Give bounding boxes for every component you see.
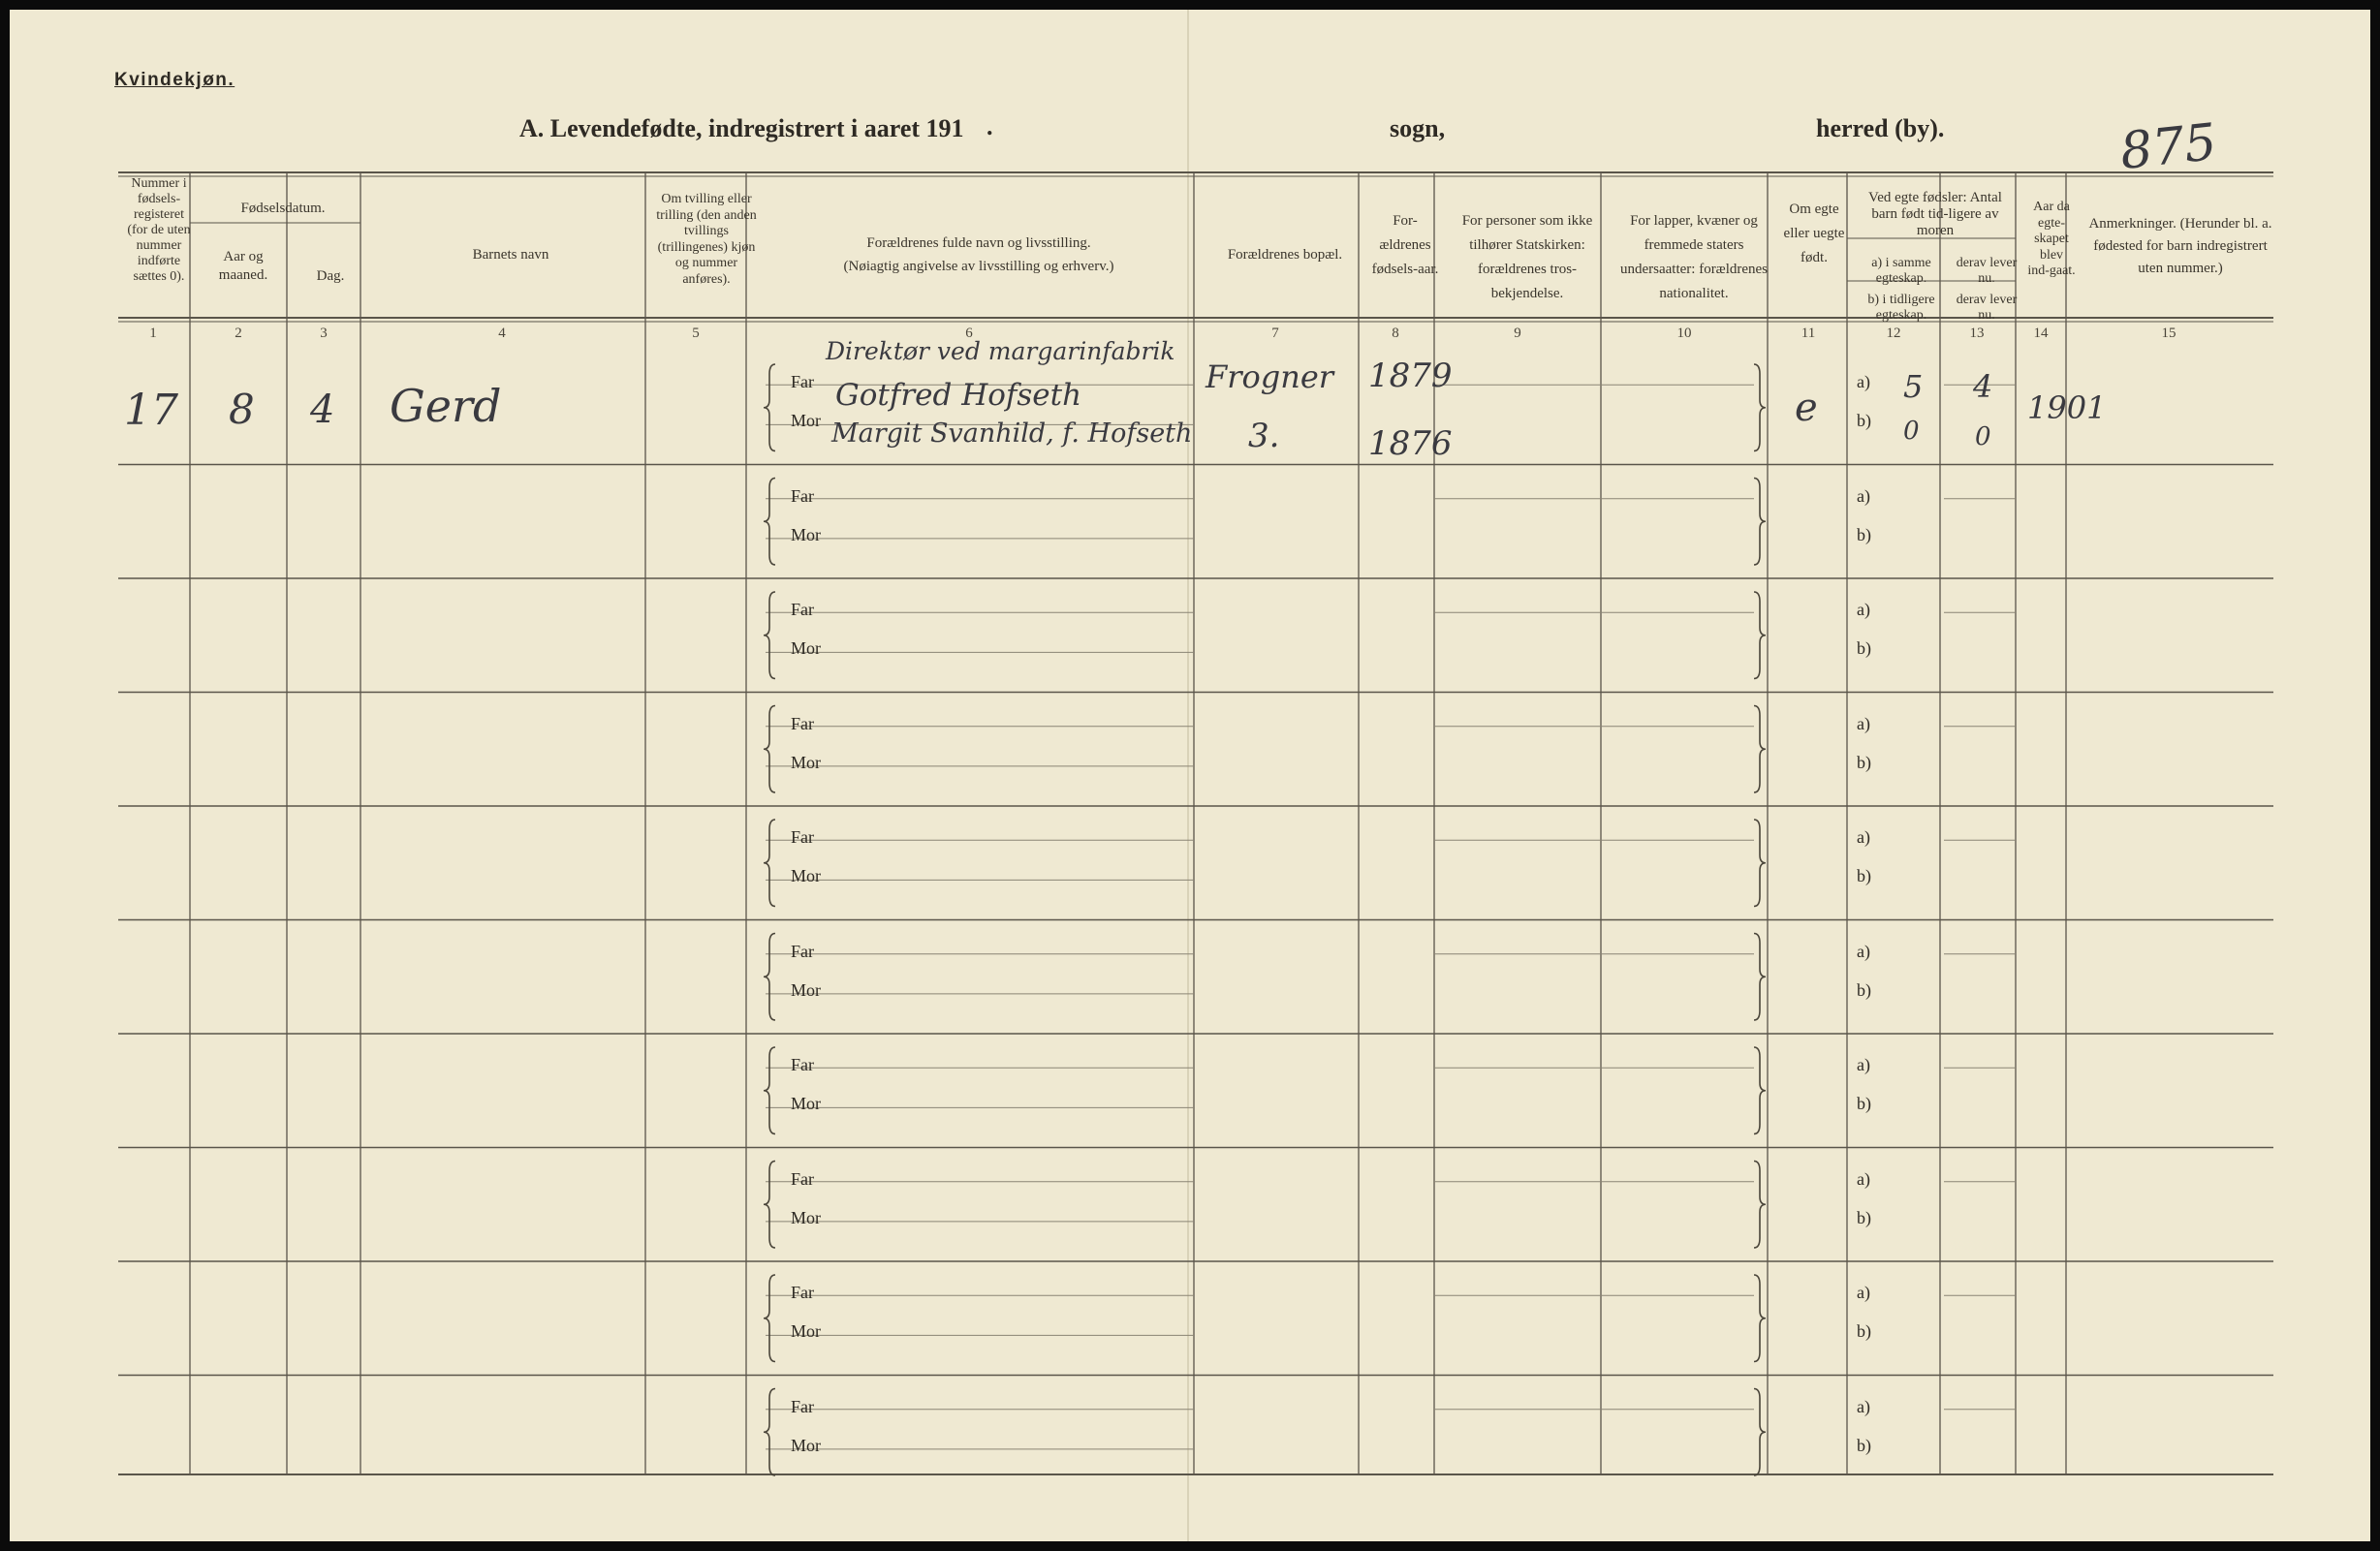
a-label: a)	[1857, 941, 1870, 961]
right-brace	[1754, 934, 1766, 1021]
entry-father-name: Gotfred Hofseth	[835, 378, 1082, 413]
column-number: 1	[149, 326, 157, 341]
column-number: 3	[320, 326, 328, 341]
a-label: a)	[1857, 827, 1870, 847]
a-label: a)	[1857, 1283, 1870, 1302]
column-number: 5	[692, 326, 700, 341]
mor-label: Mor	[791, 1207, 821, 1227]
column-number: 7	[1271, 326, 1279, 341]
col-header-legitimate: Om egte eller uegte født.	[1783, 202, 1845, 265]
b-label: b)	[1857, 1435, 1871, 1455]
far-label: Far	[791, 941, 814, 961]
left-brace	[764, 1047, 775, 1134]
col-header-living-a: derav lever nu.	[1956, 256, 2018, 286]
right-brace	[1754, 1047, 1766, 1134]
left-brace	[764, 1389, 775, 1476]
far-label: Far	[791, 600, 814, 619]
entry-marriage-year: 1901	[2027, 389, 2107, 426]
mor-label: Mor	[791, 1435, 821, 1455]
sogn-label: sogn,	[1390, 114, 1446, 142]
col-header-number: Nummer i fødsels-registeret (for de uten nummer indførte sættes 0).	[127, 176, 191, 284]
col-header-parents: Forældrenes fulde navn og livsstilling.	[866, 235, 1091, 251]
right-brace	[1754, 1389, 1766, 1476]
gender-heading: Kvindekjøn.	[114, 70, 235, 90]
mor-label: Mor	[791, 979, 821, 1000]
right-brace	[1754, 1162, 1766, 1249]
entry-mother-name: Margit Svanhild, f. Hofseth	[831, 419, 1193, 449]
entry-residence-number: 3.	[1248, 417, 1280, 455]
col-header-earlier-marriage: b) i tidligere egteskap.	[1867, 293, 1935, 323]
col-header-month: Aar og maaned.	[218, 249, 268, 283]
left-brace	[764, 592, 775, 679]
col-header-parents-note: (Nøiagtig angivelse av livsstilling og erhverv.)	[843, 259, 1114, 274]
left-brace	[764, 1162, 775, 1249]
column-number: 11	[1801, 326, 1816, 341]
a-label: a)	[1857, 1168, 1870, 1189]
left-brace	[764, 706, 775, 793]
mor-label: Mor	[791, 1321, 821, 1341]
entry-child-name: Gerd	[390, 380, 502, 432]
left-brace	[764, 1275, 775, 1362]
mor-label: Mor	[791, 524, 821, 544]
mor-label: Mor	[791, 638, 821, 658]
b-label: b)	[1857, 1321, 1871, 1341]
mor-label: Mor	[791, 752, 821, 772]
mor-label: Mor	[791, 411, 821, 430]
right-brace	[1754, 364, 1766, 451]
b-label: b)	[1857, 1094, 1871, 1113]
entry-children-same: 5	[1903, 368, 1924, 405]
b-label: b)	[1857, 524, 1871, 544]
far-label: Far	[791, 1168, 814, 1189]
mor-label: Mor	[791, 866, 821, 885]
left-brace	[764, 934, 775, 1021]
col-header-nationality: For lapper, kvæner og fremmede staters undersaatter: forældrenes nationalitet.	[1619, 213, 1769, 301]
column-number: 14	[2033, 326, 2049, 341]
right-brace	[1754, 706, 1766, 793]
col-header-remarks: Anmerkninger. (Herunder bl. a. fødested for barn indregistrert uten nummer.)	[2088, 216, 2272, 276]
col-header-living-b: derav lever nu.	[1956, 293, 2018, 323]
col-header-twin: Om tvilling eller trilling (den anden tvillings (trillingenes) kjøn og nummer anføres).	[656, 192, 757, 287]
col-header-birthdate: Fødselsdatum.	[240, 201, 326, 216]
column-number: 8	[1392, 326, 1399, 341]
entry-children-same-living: 4	[1973, 368, 1993, 405]
far-label: Far	[791, 372, 814, 391]
a-label: a)	[1857, 713, 1870, 733]
far-label: Far	[791, 485, 814, 506]
column-number: 15	[2161, 326, 2176, 341]
a-label: a)	[1857, 372, 1870, 391]
entry-legitimate: e	[1795, 386, 1818, 430]
entry-residence: Frogner	[1206, 358, 1334, 395]
col-header-child-name: Barnets navn	[472, 247, 549, 263]
entry-children-earlier: 0	[1903, 417, 1920, 446]
entry-month: 8	[229, 386, 255, 433]
b-label: b)	[1857, 979, 1871, 1000]
a-label: a)	[1857, 485, 1870, 506]
right-brace	[1754, 820, 1766, 907]
far-label: Far	[791, 827, 814, 847]
col-header-residence: Forældrenes bopæl.	[1227, 247, 1343, 263]
col-header-religion: For personer som ikke tilhører Statskirken: forældrenes tros-bekjendelse.	[1461, 213, 1593, 301]
col-header-marriage-year: Aar da egte-skapet blev ind-gaat.	[2027, 200, 2076, 278]
column-number: 12	[1886, 326, 1901, 341]
a-label: a)	[1857, 1396, 1870, 1416]
far-label: Far	[791, 1283, 814, 1302]
register-page	[10, 10, 2370, 1541]
entry-father-occupation: Direktør ved margarinfabrik	[826, 337, 1175, 365]
page-title: A. Levendefødte, indregistrert i aaret 191	[519, 114, 964, 142]
column-number: 2	[235, 326, 242, 341]
left-brace	[764, 364, 775, 451]
title-dot: .	[986, 112, 993, 140]
column-number: 6	[965, 326, 973, 341]
far-label: Far	[791, 1396, 814, 1416]
col-header-same-marriage: a) i samme egteskap.	[1871, 256, 1931, 286]
col-header-day: Dag.	[316, 268, 345, 284]
column-number: 10	[1676, 326, 1692, 341]
entry-number: 17	[124, 386, 178, 435]
archive-number: 875	[2117, 112, 2220, 182]
entry-day: 4	[310, 388, 335, 432]
entry-father-birthyear: 1879	[1368, 357, 1453, 395]
column-number: 9	[1514, 326, 1521, 341]
b-label: b)	[1857, 866, 1871, 885]
entry-children-earlier-living: 0	[1975, 422, 1991, 451]
a-label: a)	[1857, 600, 1870, 619]
b-label: b)	[1857, 638, 1871, 658]
a-label: a)	[1857, 1055, 1870, 1074]
far-label: Far	[791, 713, 814, 733]
col-header-birthyear: For-ældrenes fødsels-aar.	[1371, 213, 1439, 277]
herred-label: herred (by).	[1816, 114, 1945, 142]
far-label: Far	[791, 1055, 814, 1074]
right-brace	[1754, 479, 1766, 566]
right-brace	[1754, 1275, 1766, 1362]
b-label: b)	[1857, 1207, 1871, 1227]
right-brace	[1754, 592, 1766, 679]
col-header-prior-children: Ved egte fødsler: Antal barn født tid-ligere av moren	[1868, 190, 2002, 238]
column-number: 13	[1969, 326, 1985, 341]
entry-mother-birthyear: 1876	[1368, 424, 1453, 463]
left-brace	[764, 479, 775, 566]
column-number: 4	[498, 326, 506, 341]
left-brace	[764, 820, 775, 907]
b-label: b)	[1857, 752, 1871, 772]
b-label: b)	[1857, 411, 1871, 430]
mor-label: Mor	[791, 1094, 821, 1113]
